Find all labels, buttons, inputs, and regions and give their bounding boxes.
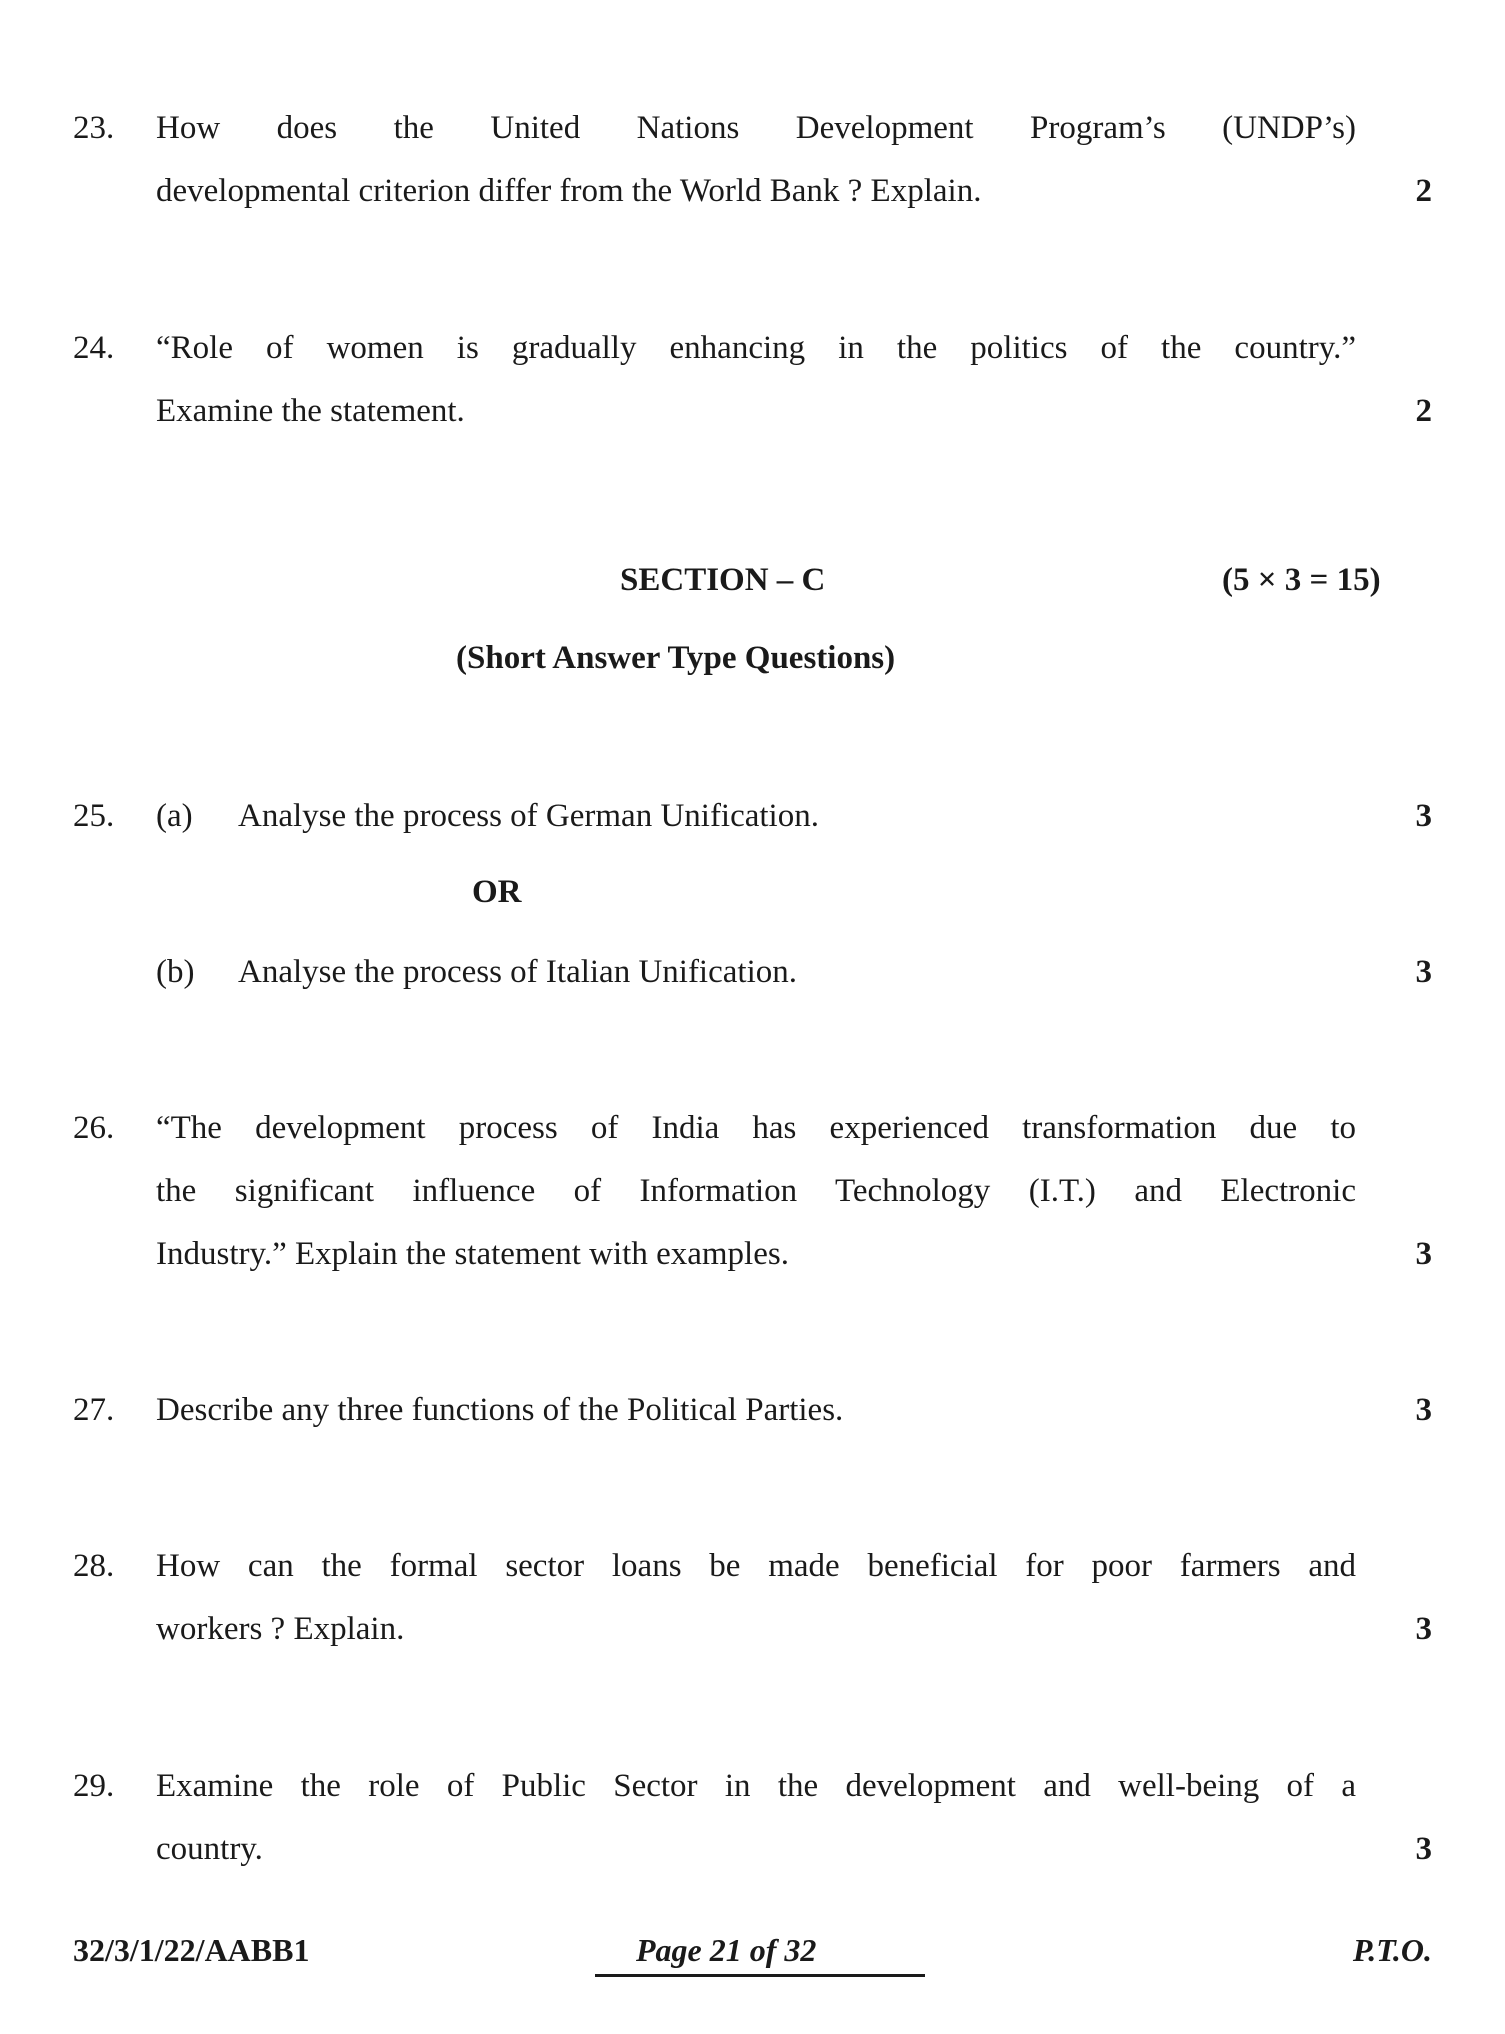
question-26-line-1: “The development process of India has experienced transformation due to	[156, 1110, 1356, 1146]
question-25b-label: (b)	[156, 954, 195, 990]
question-28-line-1: How can the formal sector loans be made beneficial for poor farmers and	[156, 1548, 1356, 1584]
question-25a-text: Analyse the process of German Unification.	[238, 798, 819, 834]
question-29-marks: 3	[1415, 1831, 1432, 1867]
question-28-marks: 3	[1415, 1611, 1432, 1647]
question-29-line-2: country.	[156, 1831, 263, 1867]
question-23-line-1: How does the United Nations Development Program’s (UNDP’s)	[156, 110, 1356, 146]
question-25b-marks: 3	[1415, 954, 1432, 990]
question-25a-marks: 3	[1415, 798, 1432, 834]
question-26-number: 26.	[73, 1110, 115, 1146]
question-27-number: 27.	[73, 1392, 115, 1428]
question-24-line-2: Examine the statement.	[156, 393, 465, 429]
footer-page-underline	[595, 1974, 925, 1977]
footer-pto: P.T.O.	[1352, 1932, 1432, 1968]
question-24-marks: 2	[1415, 393, 1432, 429]
question-24-number: 24.	[73, 330, 115, 366]
footer-paper-code: 32/3/1/22/AABB1	[73, 1932, 310, 1968]
question-24-line-1: “Role of women is gradually enhancing in the politics of the country.”	[156, 330, 1356, 366]
section-marks-formula: (5 × 3 = 15)	[1222, 562, 1381, 598]
question-23-number: 23.	[73, 110, 115, 146]
question-27-line-1: Describe any three functions of the Political Parties.	[156, 1392, 844, 1428]
section-title: SECTION – C	[620, 562, 826, 598]
question-23-line-2: developmental criterion differ from the World Bank ? Explain.	[156, 173, 982, 209]
section-subtitle: (Short Answer Type Questions)	[456, 640, 896, 676]
question-28-number: 28.	[73, 1548, 115, 1584]
question-26-line-2: the significant influence of Information Technology (I.T.) and Electronic	[156, 1173, 1356, 1209]
question-29-line-1: Examine the role of Public Sector in the development and well-being of a	[156, 1768, 1356, 1804]
question-25-or: OR	[472, 874, 522, 910]
question-25a-label: (a)	[156, 798, 193, 834]
question-25b-text: Analyse the process of Italian Unification.	[238, 954, 797, 990]
question-25-number: 25.	[73, 798, 115, 834]
question-26-marks: 3	[1415, 1236, 1432, 1272]
footer-page-number: Page 21 of 32	[636, 1932, 817, 1968]
question-23-marks: 2	[1415, 173, 1432, 209]
question-29-number: 29.	[73, 1768, 115, 1804]
question-26-line-3: Industry.” Explain the statement with examples.	[156, 1236, 789, 1272]
question-27-marks: 3	[1415, 1392, 1432, 1428]
question-28-line-2: workers ? Explain.	[156, 1611, 405, 1647]
